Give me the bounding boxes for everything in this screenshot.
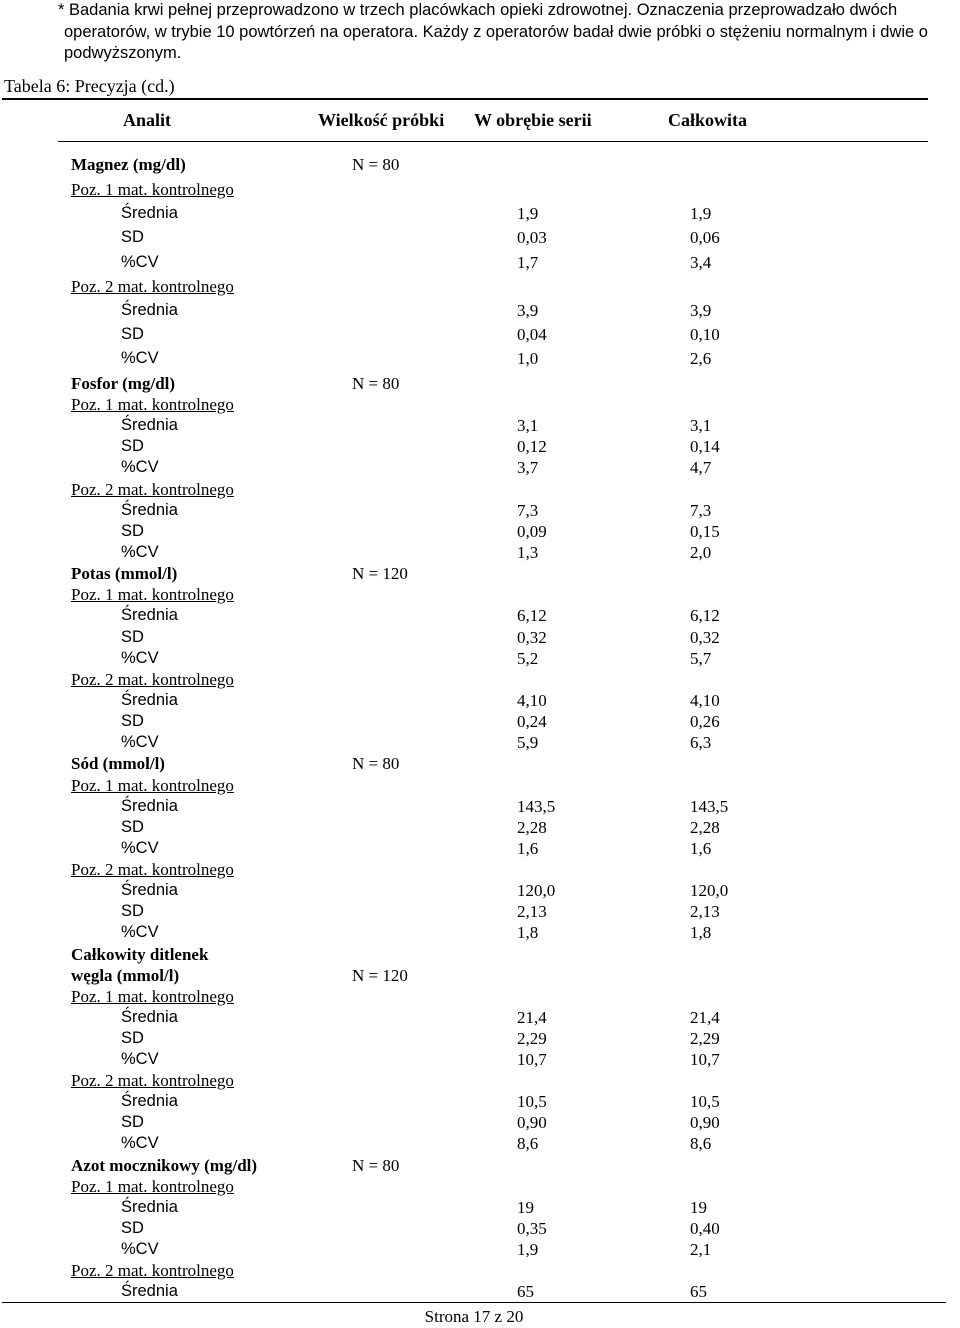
control-level-row	[0, 775, 960, 796]
analyte-row	[0, 373, 960, 394]
within-run-value: 1,9	[517, 204, 539, 223]
within-run-value: 19	[517, 1198, 534, 1217]
within-run-value: 4,10	[517, 691, 547, 710]
stat-label: Średnia	[121, 416, 178, 434]
total-value: 3,1	[690, 416, 712, 435]
analyte-name: Sód (mmol/l)	[71, 754, 165, 773]
stat-label: %CV	[121, 458, 159, 476]
stat-label: %CV	[121, 1240, 159, 1258]
stat-label: Średnia	[121, 881, 178, 899]
stat-label: SD	[121, 712, 144, 730]
analyte-row	[0, 944, 960, 965]
analyte-name: Magnez (mg/dl)	[71, 155, 186, 174]
stat-row	[0, 1049, 960, 1070]
stat-row	[0, 203, 960, 224]
stat-row	[0, 500, 960, 521]
within-run-value: 1,6	[517, 839, 539, 858]
within-run-value: 5,2	[517, 649, 539, 668]
stat-label: %CV	[121, 923, 159, 941]
stat-row	[0, 1218, 960, 1239]
control-level-row	[0, 394, 960, 415]
control-level-row	[0, 179, 960, 200]
total-value: 0,26	[690, 712, 720, 731]
total-value: 21,4	[690, 1008, 720, 1027]
total-value: 3,4	[690, 253, 712, 272]
within-run-value: 120,0	[517, 881, 556, 900]
total-value: 1,6	[690, 839, 712, 858]
total-value: 0,14	[690, 437, 720, 456]
control-level-row	[0, 1260, 960, 1281]
control-level-label: Poz. 2 mat. kontrolnego	[71, 670, 234, 689]
stat-row	[0, 542, 960, 563]
total-value: 10,7	[690, 1050, 720, 1069]
stat-label: %CV	[121, 839, 159, 857]
table-top-rule	[2, 98, 928, 100]
analyte-name: Azot mocznikowy (mg/dl)	[71, 1156, 258, 1175]
analyte-name: węgla (mmol/l)	[71, 966, 180, 985]
stat-label: SD	[121, 818, 144, 836]
within-run-value: 3,9	[517, 301, 539, 320]
total-value: 1,9	[690, 204, 712, 223]
within-run-value: 0,09	[517, 522, 547, 541]
total-value: 5,7	[690, 649, 712, 668]
total-value: 2,13	[690, 902, 720, 921]
total-value: 2,0	[690, 543, 712, 562]
total-value: 0,06	[690, 228, 720, 247]
stat-row	[0, 324, 960, 345]
stat-row	[0, 880, 960, 901]
stat-row	[0, 1281, 960, 1302]
sample-size: N = 80	[352, 374, 400, 393]
control-level-row	[0, 859, 960, 880]
sample-size: N = 80	[352, 1156, 400, 1175]
within-run-value: 1,3	[517, 543, 539, 562]
within-run-value: 3,1	[517, 416, 539, 435]
header-sample-size: Wielkość próbki	[318, 110, 445, 130]
stat-label: SD	[121, 1029, 144, 1047]
control-level-row	[0, 479, 960, 500]
within-run-value: 2,28	[517, 818, 547, 837]
stat-row	[0, 648, 960, 669]
stat-row	[0, 838, 960, 859]
stat-label: %CV	[121, 1134, 159, 1152]
stat-label: Średnia	[121, 606, 178, 624]
within-run-value: 0,24	[517, 712, 547, 731]
control-level-label: Poz. 1 mat. kontrolnego	[71, 395, 234, 414]
control-level-row	[0, 986, 960, 1007]
control-level-label: Poz. 1 mat. kontrolnego	[71, 585, 234, 604]
header-rule	[58, 141, 928, 142]
total-value: 6,12	[690, 606, 720, 625]
stat-row	[0, 1091, 960, 1112]
control-level-label: Poz. 1 mat. kontrolnego	[71, 776, 234, 795]
table-caption: Tabela 6: Precyzja (cd.)	[4, 76, 175, 96]
within-run-value: 10,7	[517, 1050, 547, 1069]
analyte-row	[0, 753, 960, 774]
within-run-value: 0,35	[517, 1219, 547, 1238]
stat-label: SD	[121, 522, 144, 540]
stat-row	[0, 732, 960, 753]
analyte-row	[0, 1155, 960, 1176]
stat-row	[0, 457, 960, 478]
control-level-row	[0, 1070, 960, 1091]
footnote-line-2: operatorów, w trybie 10 powtórzeń na operatora. Każdy z operatorów badał dwie próbki o stężeniu normalnym i dwie o	[64, 22, 928, 41]
stat-label: SD	[121, 228, 144, 246]
page-number: Strona 17 z 20	[424, 1307, 524, 1326]
stat-label: %CV	[121, 733, 159, 751]
total-value: 10,5	[690, 1092, 720, 1111]
within-run-value: 0,90	[517, 1113, 547, 1132]
sample-size: N = 120	[352, 564, 408, 583]
control-level-label: Poz. 2 mat. kontrolnego	[71, 1261, 234, 1280]
within-run-value: 6,12	[517, 606, 547, 625]
stat-label: Średnia	[121, 1008, 178, 1026]
stat-label: %CV	[121, 649, 159, 667]
footnote-line-3: podwyższonym.	[64, 44, 182, 62]
stat-row	[0, 348, 960, 369]
stat-row	[0, 690, 960, 711]
header-within-run: W obrębie serii	[474, 110, 592, 130]
total-value: 0,15	[690, 522, 720, 541]
sample-size: N = 80	[352, 754, 400, 773]
analyte-row	[0, 563, 960, 584]
total-value: 120,0	[690, 881, 729, 900]
stat-label: SD	[121, 1113, 144, 1131]
stat-label: SD	[121, 902, 144, 920]
stat-label: SD	[121, 628, 144, 646]
header-analyte: Analit	[123, 110, 172, 130]
stat-label: Średnia	[121, 501, 178, 519]
within-run-value: 5,9	[517, 733, 539, 752]
control-level-row	[0, 1176, 960, 1197]
footnote	[58, 0, 958, 65]
analyte-row	[0, 965, 960, 986]
within-run-value: 8,6	[517, 1134, 539, 1153]
total-value: 4,7	[690, 458, 712, 477]
stat-row	[0, 252, 960, 273]
within-run-value: 2,13	[517, 902, 547, 921]
total-value: 2,1	[690, 1240, 712, 1259]
within-run-value: 0,12	[517, 437, 547, 456]
total-value: 6,3	[690, 733, 712, 752]
within-run-value: 1,0	[517, 349, 539, 368]
stat-label: SD	[121, 325, 144, 343]
stat-row	[0, 415, 960, 436]
within-run-value: 2,29	[517, 1029, 547, 1048]
within-run-value: 1,8	[517, 923, 539, 942]
total-value: 143,5	[690, 797, 729, 816]
control-level-row	[0, 669, 960, 690]
total-value: 0,10	[690, 325, 720, 344]
stat-label: Średnia	[121, 1198, 178, 1216]
stat-row	[0, 300, 960, 321]
analyte-name: Potas (mmol/l)	[71, 564, 178, 583]
analyte-row	[0, 154, 960, 175]
stat-row	[0, 1028, 960, 1049]
stat-row	[0, 605, 960, 626]
within-run-value: 0,03	[517, 228, 547, 247]
within-run-value: 65	[517, 1282, 534, 1301]
total-value: 2,6	[690, 349, 712, 368]
stat-row	[0, 901, 960, 922]
total-value: 7,3	[690, 501, 712, 520]
total-value: 0,40	[690, 1219, 720, 1238]
control-level-label: Poz. 2 mat. kontrolnego	[71, 1071, 234, 1090]
total-value: 2,29	[690, 1029, 720, 1048]
stat-row	[0, 627, 960, 648]
stat-label: Średnia	[121, 797, 178, 815]
total-value: 0,90	[690, 1113, 720, 1132]
within-run-value: 1,9	[517, 1240, 539, 1259]
stat-label: %CV	[121, 253, 159, 271]
stat-label: SD	[121, 1219, 144, 1237]
stat-label: Średnia	[121, 301, 178, 319]
within-run-value: 3,7	[517, 458, 539, 477]
table-bottom-rule	[2, 1302, 946, 1303]
total-value: 2,28	[690, 818, 720, 837]
total-value: 4,10	[690, 691, 720, 710]
stat-label: %CV	[121, 1050, 159, 1068]
control-level-label: Poz. 1 mat. kontrolnego	[71, 180, 234, 199]
analyte-name: Całkowity ditlenek	[71, 945, 209, 964]
within-run-value: 0,32	[517, 628, 547, 647]
analyte-name: Fosfor (mg/dl)	[71, 374, 176, 393]
sample-size: N = 80	[352, 155, 400, 174]
stat-label: Średnia	[121, 204, 178, 222]
within-run-value: 0,04	[517, 325, 547, 344]
within-run-value: 7,3	[517, 501, 539, 520]
stat-label: Średnia	[121, 691, 178, 709]
stat-row	[0, 1112, 960, 1133]
stat-row	[0, 711, 960, 732]
control-level-row	[0, 276, 960, 297]
sample-size: N = 120	[352, 966, 408, 985]
control-level-label: Poz. 1 mat. kontrolnego	[71, 987, 234, 1006]
within-run-value: 21,4	[517, 1008, 547, 1027]
control-level-row	[0, 584, 960, 605]
stat-row	[0, 1197, 960, 1218]
total-value: 3,9	[690, 301, 712, 320]
stat-label: %CV	[121, 349, 159, 367]
stat-row	[0, 521, 960, 542]
within-run-value: 1,7	[517, 253, 539, 272]
stat-row	[0, 1133, 960, 1154]
total-value: 65	[690, 1282, 707, 1301]
control-level-label: Poz. 2 mat. kontrolnego	[71, 277, 234, 296]
total-value: 0,32	[690, 628, 720, 647]
total-value: 1,8	[690, 923, 712, 942]
total-value: 19	[690, 1198, 707, 1217]
control-level-label: Poz. 2 mat. kontrolnego	[71, 480, 234, 499]
within-run-value: 10,5	[517, 1092, 547, 1111]
stat-row	[0, 436, 960, 457]
stat-label: %CV	[121, 543, 159, 561]
control-level-label: Poz. 2 mat. kontrolnego	[71, 860, 234, 879]
stat-row	[0, 796, 960, 817]
footnote-line-1: * Badania krwi pełnej przeprowadzono w trzech placówkach opieki zdrowotnej. Oznaczenia przeprowadzało dwóch	[58, 1, 898, 19]
within-run-value: 143,5	[517, 797, 556, 816]
stat-row	[0, 1007, 960, 1028]
stat-label: SD	[121, 437, 144, 455]
control-level-label: Poz. 1 mat. kontrolnego	[71, 1177, 234, 1196]
stat-row	[0, 1239, 960, 1260]
stat-label: Średnia	[121, 1282, 178, 1300]
stat-row	[0, 817, 960, 838]
total-value: 8,6	[690, 1134, 712, 1153]
stat-row	[0, 922, 960, 943]
header-total: Całkowita	[668, 110, 748, 130]
stat-label: Średnia	[121, 1092, 178, 1110]
stat-row	[0, 227, 960, 248]
